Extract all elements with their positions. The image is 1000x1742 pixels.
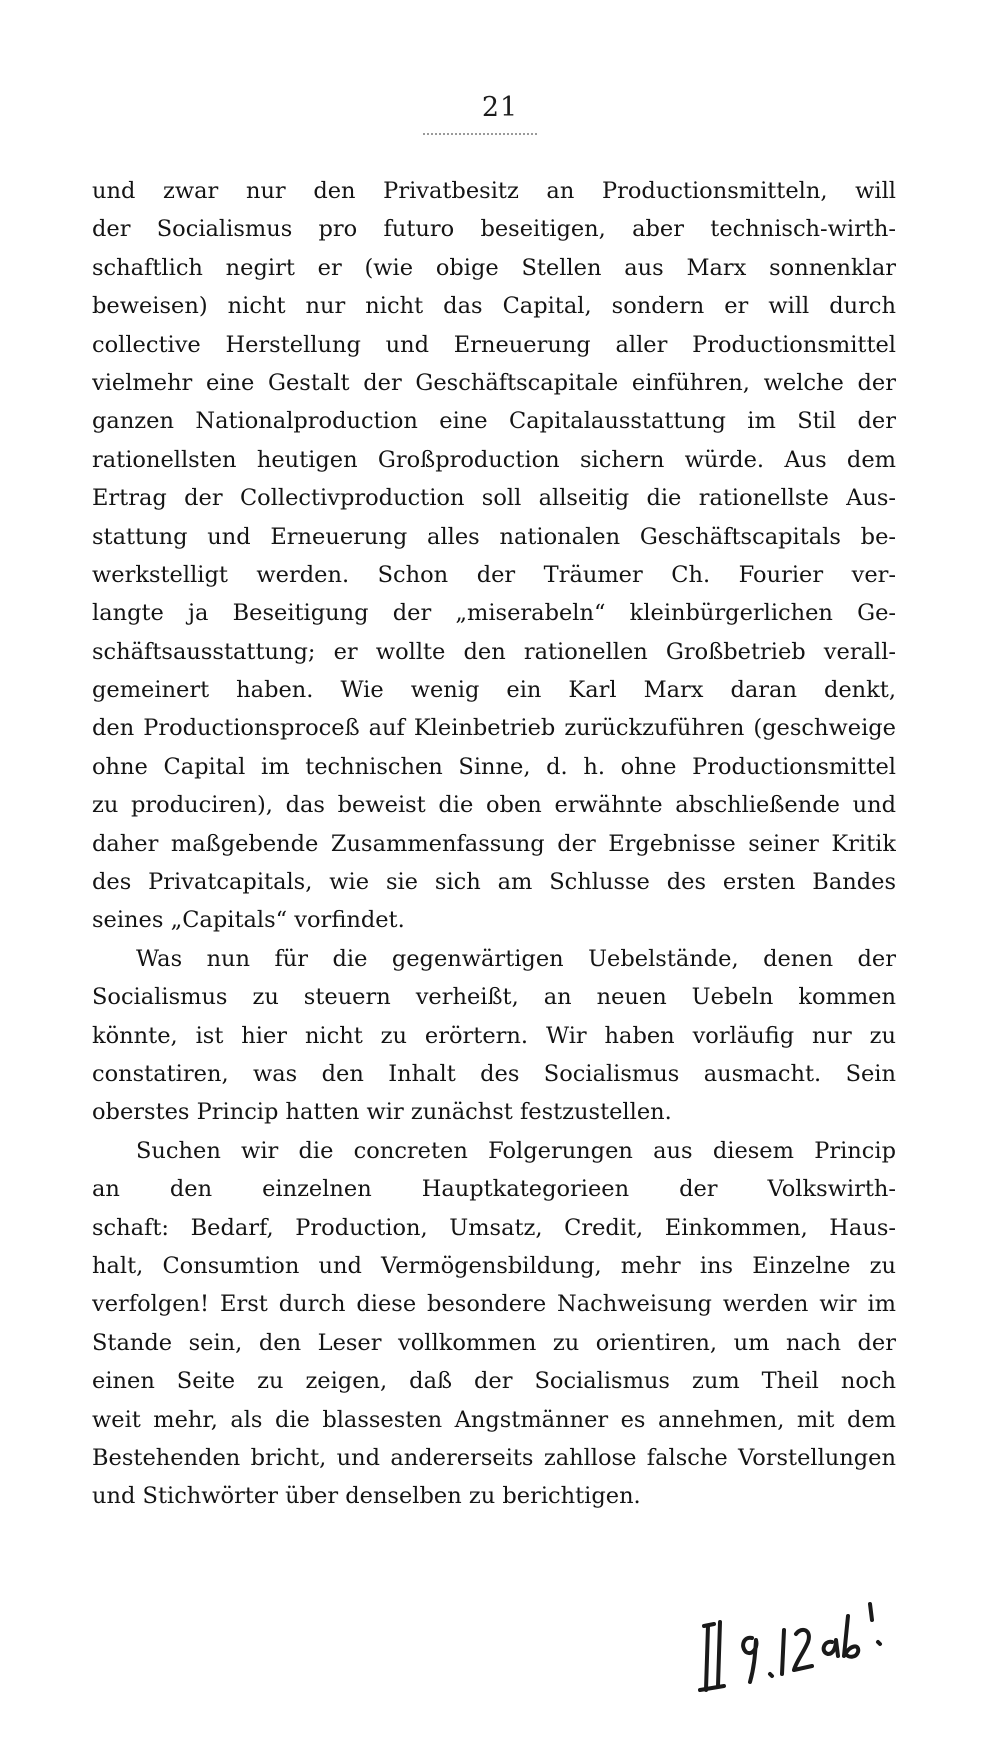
text-line: Stande sein, den Leser vollkommen zu orientiren, um nach der bbox=[92, 1329, 896, 1356]
text-line: seines „Capitals“ vorfindet. bbox=[92, 907, 405, 934]
text-line: weit mehr, als die blassesten Angstmänner es annehmen, mit dem bbox=[92, 1406, 896, 1433]
text-line: Suchen wir die concreten Folgerungen aus diesem Princip bbox=[136, 1137, 896, 1164]
text-line: und Stichwörter über denselben zu berichtigen. bbox=[92, 1483, 641, 1510]
page-number: 21 bbox=[481, 92, 519, 123]
text-line: Was nun für die gegenwärtigen Uebelstände, denen der bbox=[136, 945, 896, 972]
text-line: an den einzelnen Hauptkategorieen der Volkswirth- bbox=[92, 1176, 896, 1203]
text-line: rationellsten heutigen Großproduction sichern würde. Aus dem bbox=[92, 446, 896, 473]
text-line: ohne Capital im technischen Sinne, d. h. ohne Productionsmittel bbox=[92, 753, 896, 780]
text-line: vielmehr eine Gestalt der Geschäftscapitale einführen, welche der bbox=[92, 369, 896, 396]
text-line: stattung und Erneuerung alles nationalen Geschäftscapitals be- bbox=[92, 523, 896, 550]
text-line: Socialismus zu steuern verheißt, an neuen Uebeln kommen bbox=[92, 984, 896, 1011]
text-line: des Privatcapitals, wie sie sich am Schlusse des ersten Bandes bbox=[92, 869, 896, 896]
text-line: zu produciren), das beweist die oben erwähnte abschließende und bbox=[92, 792, 896, 819]
text-line: den Productionsproceß auf Kleinbetrieb zurückzuführen (geschweige bbox=[92, 715, 896, 742]
text-line: könnte, ist hier nicht zu erörtern. Wir haben vorläufig nur zu bbox=[92, 1022, 896, 1049]
text-line: collective Herstellung und Erneuerung aller Productionsmittel bbox=[92, 331, 896, 358]
text-line: ganzen Nationalproduction eine Capitalausstattung im Stil der bbox=[92, 408, 896, 435]
text-line: verfolgen! Erst durch diese besondere Nachweisung werden wir im bbox=[92, 1291, 896, 1318]
text-line: oberstes Princip hatten wir zunächst festzustellen. bbox=[92, 1099, 672, 1126]
text-line: gemeinert haben. Wie wenig ein Karl Marx daran denkt, bbox=[92, 677, 896, 704]
text-line: constatiren, was den Inhalt des Socialismus ausmacht. Sein bbox=[92, 1060, 896, 1087]
text-line: und zwar nur den Privatbesitz an Productionsmitteln, will bbox=[92, 178, 896, 204]
text-line: schäftsausstattung; er wollte den rationellen Großbetrieb verall- bbox=[92, 638, 896, 665]
text-line: beweisen) nicht nur nicht das Capital, sondern er will durch bbox=[92, 293, 896, 320]
text-line: Ertrag der Collectivproduction soll allseitig die rationellste Aus- bbox=[92, 485, 896, 512]
text-line: werkstelligt werden. Schon der Träumer Ch. Fourier ver- bbox=[92, 561, 896, 588]
text-line: daher maßgebende Zusammenfassung der Ergebnisse seiner Kritik bbox=[92, 830, 896, 857]
text-line: schaft: Bedarf, Production, Umsatz, Credit, Einkommen, Haus- bbox=[92, 1214, 896, 1241]
header-rule bbox=[423, 133, 537, 135]
handwritten-annotation-drawing bbox=[684, 1586, 904, 1696]
text-line: der Socialismus pro futuro beseitigen, aber technisch-wirth- bbox=[92, 216, 896, 243]
text-line: halt, Consumtion und Vermögensbildung, mehr ins Einzelne zu bbox=[92, 1252, 896, 1279]
text-line: einen Seite zu zeigen, daß der Socialismus zum Theil noch bbox=[92, 1368, 896, 1395]
body-text bbox=[92, 172, 896, 1516]
text-line: Bestehenden bricht, und andererseits zahllose falsche Vorstellungen bbox=[92, 1444, 896, 1471]
text-line: langte ja Beseitigung der „miserabeln“ kleinbürgerlichen Ge- bbox=[92, 600, 896, 627]
handwritten-annotation bbox=[684, 1586, 904, 1696]
text-line: schaftlich negirt er (wie obige Stellen aus Marx sonnenklar bbox=[92, 254, 896, 281]
